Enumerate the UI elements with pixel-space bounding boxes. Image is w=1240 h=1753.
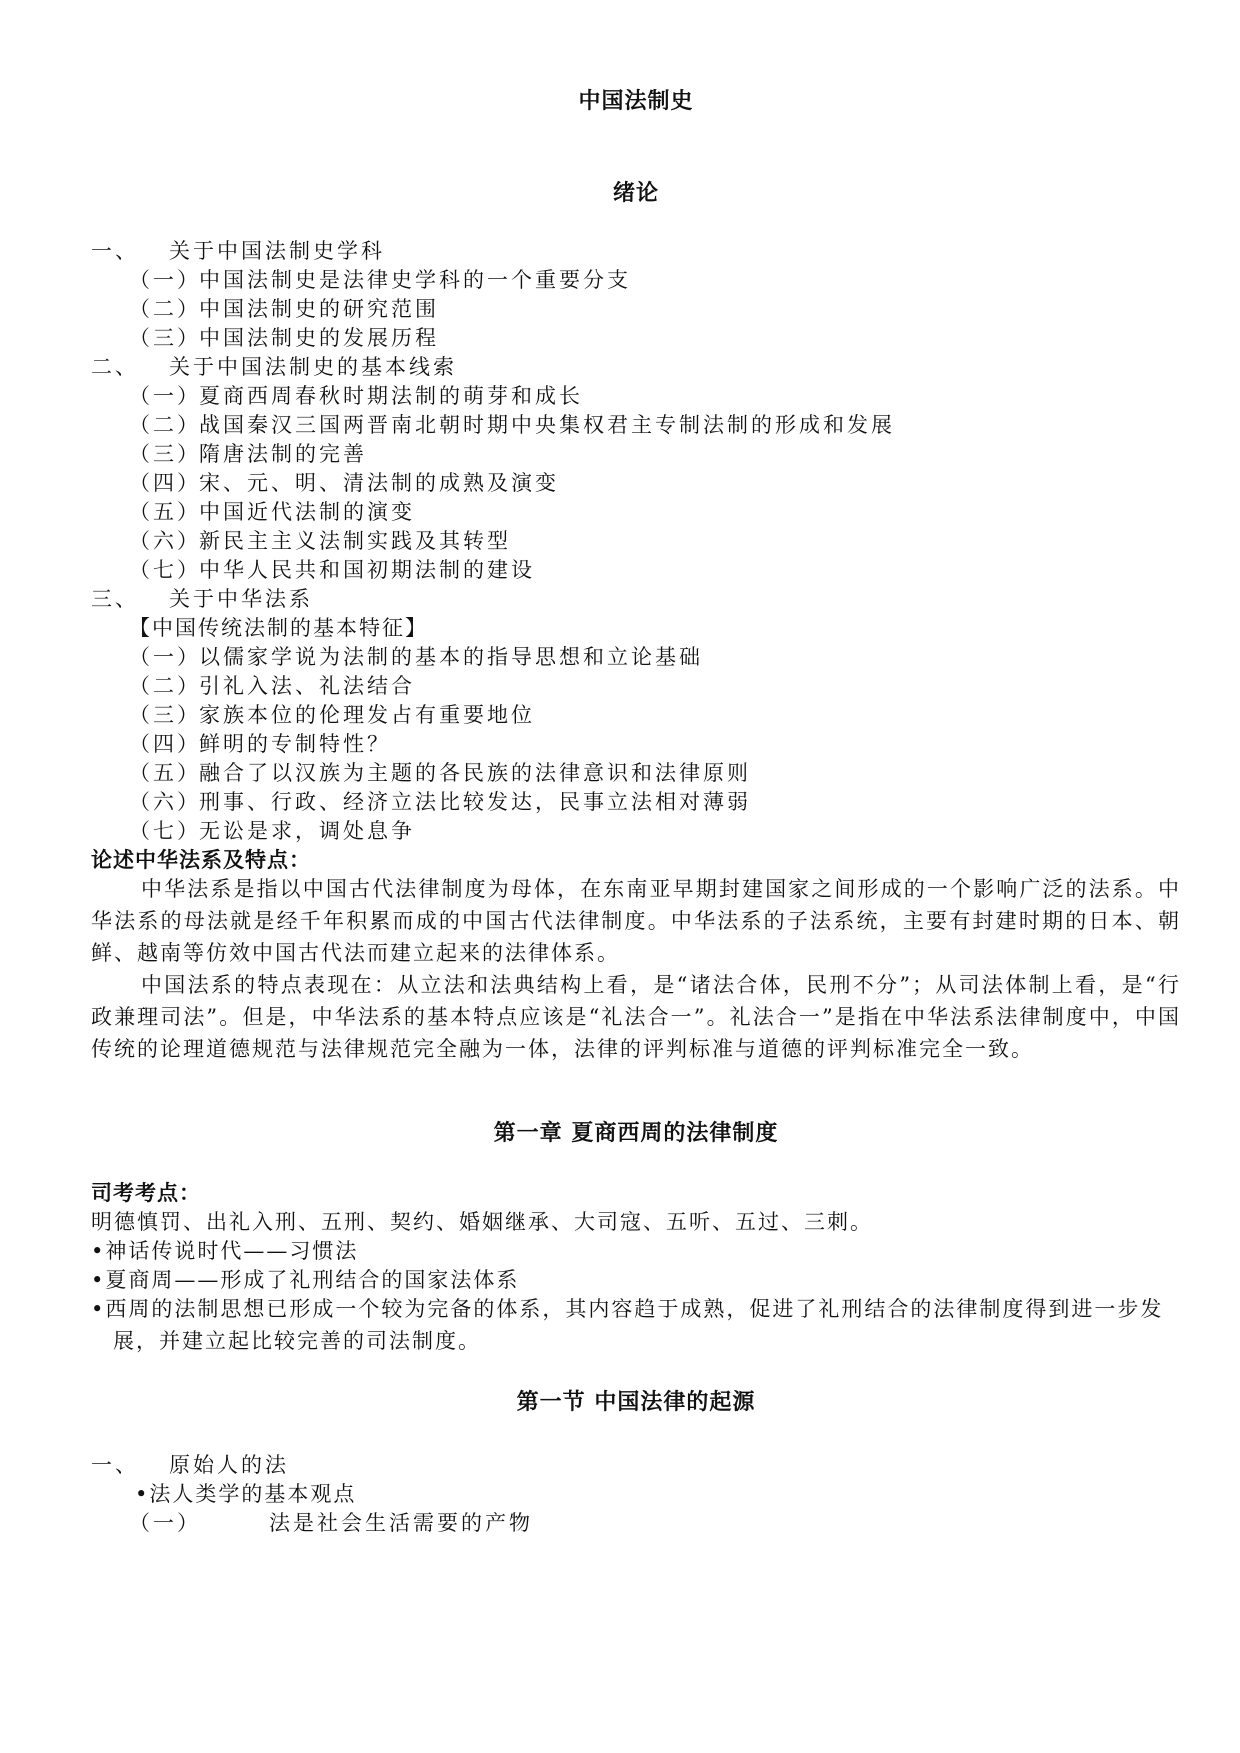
list-item: （一）夏商西周春秋时期法制的萌芽和成长 — [129, 384, 583, 408]
list-item: （七）中华人民共和国初期法制的建设 — [129, 558, 535, 582]
list-item: （四）鲜明的专制特性？ — [129, 732, 391, 756]
exam-points: 明德慎罚、出礼入刑、五刑、契约、婚姻继承、大司寇、五听、五过、三刺。 — [91, 1210, 873, 1234]
list-item: （二）中国法制史的研究范围 — [129, 297, 439, 321]
bullet-item: •法人类学的基本观点 — [135, 1482, 357, 1506]
section-heading — [91, 583, 313, 615]
section-number: 二、 — [91, 355, 139, 379]
list-item: （一） 法是社会生活需要的产物 — [129, 1511, 533, 1535]
list-item: （一）中国法制史是法律史学科的一个重要分支 — [129, 268, 631, 292]
list-item: （六）新民主主义法制实践及其转型 — [129, 529, 511, 553]
document-title: 中国法制史 — [578, 89, 694, 114]
list-item: （五）融合了以汉族为主题的各民族的法律意识和法律原则 — [129, 761, 751, 785]
list-item: （七）无讼是求，调处息争 — [129, 819, 415, 843]
list-item: （五）中国近代法制的演变 — [129, 500, 415, 524]
bullet-item: •神话传说时代——习惯法 — [91, 1239, 359, 1263]
essay-heading: 论述中华法系及特点： — [91, 848, 311, 872]
section-heading — [91, 235, 385, 267]
section-title: 关于中国法制史的基本线索 — [169, 355, 457, 379]
section-heading-text: 原始人的法 — [169, 1453, 289, 1477]
exam-heading: 司考考点： — [91, 1181, 201, 1205]
bullet-item: •西周的法制思想已形成一个较为完备的体系，其内容趋于成熟，促进了礼刑结合的法律制度得到进一步发展，并建立起比较完善的司法制度。 — [91, 1297, 1164, 1353]
list-item: （三）家族本位的伦理发占有重要地位 — [129, 703, 535, 727]
paragraph: 中国法系的特点表现在：从立法和法典结构上看，是“诸法合体，民刑不分”；从司法体制上看，是“行政兼理司法”。但是，中华法系的基本特点应该是“礼法合一”。礼法合一”是指在中华法系法律制度中，中国传统的论理道德规范与法律规范完全融为一体，法律的评判标准与道德的评判标准完全一致。 — [91, 973, 1181, 1061]
section-number: 三、 — [91, 587, 139, 611]
chapter-title: 第一章 夏商西周的法律制度 — [493, 1121, 779, 1146]
section-number: 一、 — [91, 1453, 139, 1477]
list-item: （四）宋、元、明、清法制的成熟及演变 — [129, 471, 559, 495]
list-item: （二）引礼入法、礼法结合 — [129, 674, 415, 698]
section-title: 第一节 中国法律的起源 — [516, 1390, 756, 1415]
paragraph: 中华法系是指以中国古代法律制度为母体，在东南亚早期封建国家之间形成的一个影响广泛的法系。中华法系的母法就是经千年积累而成的中国古代法律制度。中华法系的子法系统，主要有封建时期的日本、朝鲜、越南等仿效中国古代法而建立起来的法律体系。 — [91, 877, 1181, 965]
list-item: （一）以儒家学说为法制的基本的指导思想和立论基础 — [129, 645, 703, 669]
list-item: （三）隋唐法制的完善 — [129, 442, 367, 466]
subheading: 【中国传统法制的基本特征】 — [129, 616, 428, 640]
section-heading — [91, 351, 457, 383]
section-title: 关于中华法系 — [169, 587, 313, 611]
list-item: （三）中国法制史的发展历程 — [129, 326, 439, 350]
list-item: （六）刑事、行政、经济立法比较发达，民事立法相对薄弱 — [129, 790, 751, 814]
list-item: （二）战国秦汉三国两晋南北朝时期中央集权君主专制法制的形成和发展 — [129, 413, 895, 437]
section-title: 关于中国法制史学科 — [169, 239, 385, 263]
intro-title: 绪论 — [612, 181, 659, 206]
section-heading — [91, 1449, 289, 1481]
bullet-item: •夏商周——形成了礼刑结合的国家法体系 — [91, 1268, 520, 1292]
section-number: 一、 — [91, 239, 139, 263]
